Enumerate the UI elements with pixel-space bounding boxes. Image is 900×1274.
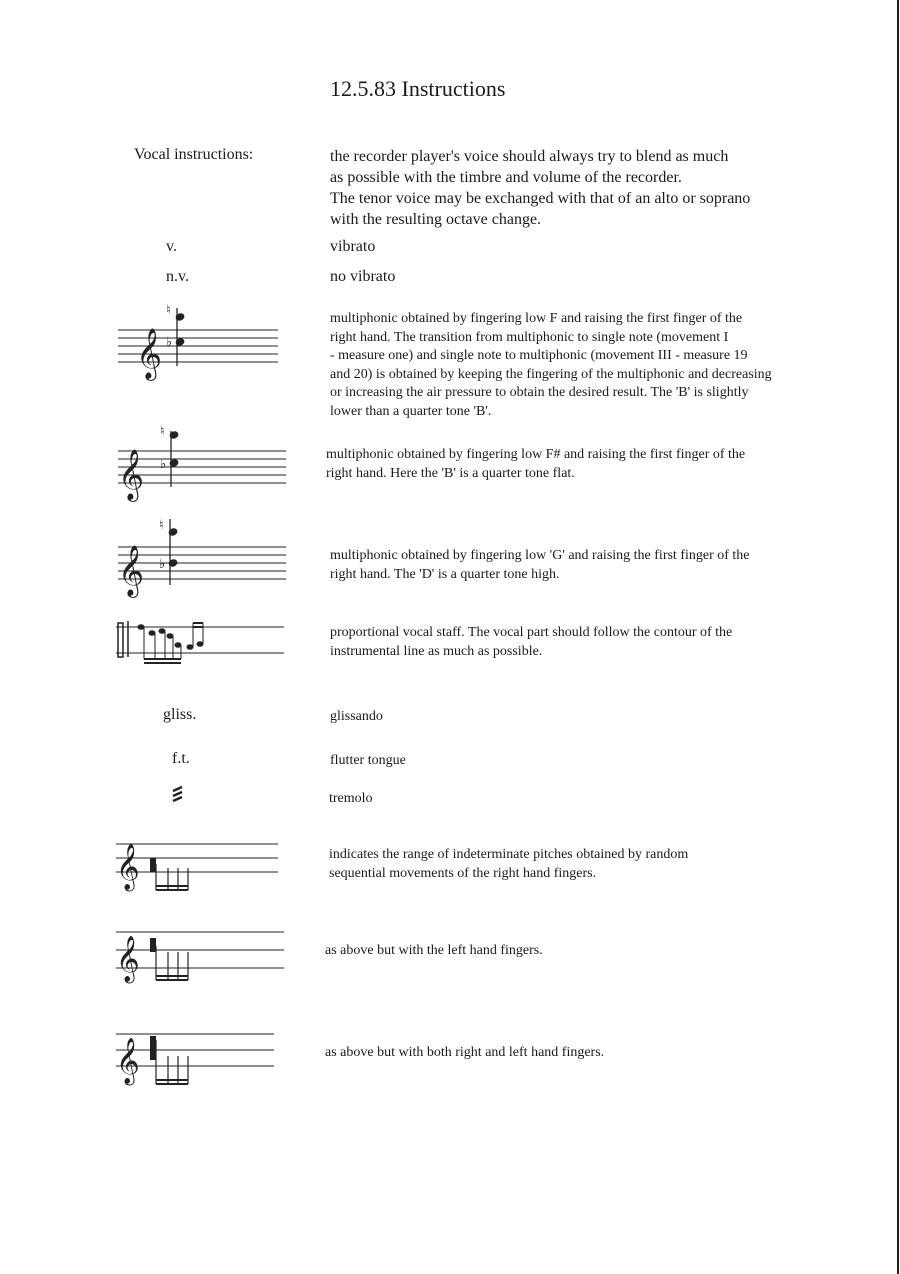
range-both-hands-description: as above but with both right and left hand fingers. bbox=[325, 1045, 605, 1060]
svg-text:♭: ♭ bbox=[166, 335, 173, 350]
svg-text:♮: ♮ bbox=[160, 424, 165, 439]
text-line: multiphonic obtained by fingering low F and raising the first finger of the bbox=[330, 311, 743, 326]
page-edge bbox=[897, 0, 899, 1274]
multiphonic-2-notation bbox=[118, 424, 288, 500]
svg-text:♮: ♮ bbox=[166, 303, 171, 318]
multiphonic-3-notation bbox=[118, 515, 288, 596]
text-line: instrumental line as much as possible. bbox=[330, 643, 543, 659]
text-line: right hand. The transition from multiphonic to single note (movement I bbox=[330, 329, 729, 345]
vibrato-description: vibrato bbox=[330, 238, 376, 255]
text-line: lower than a quarter tone 'B'. bbox=[330, 403, 492, 419]
glissando-description: glissando bbox=[330, 709, 383, 724]
svg-text:𝄞: 𝄞 bbox=[118, 545, 145, 596]
range-right-hand-description bbox=[329, 846, 688, 883]
proportional-staff-notation bbox=[116, 617, 286, 665]
text-line: multiphonic obtained by fingering low 'G' and raising the first finger of the bbox=[330, 548, 750, 563]
text-line: as possible with the timbre and volume of the recorder. bbox=[330, 169, 682, 186]
text-line: with the resulting octave change. bbox=[330, 211, 542, 228]
text-line: or increasing the air pressure to obtain the desired result. The 'B' is slightly bbox=[330, 385, 749, 400]
glissando-symbol: gliss. bbox=[163, 706, 197, 723]
vibrato-symbol: v. bbox=[166, 238, 177, 255]
vocal-instructions-text bbox=[330, 146, 750, 230]
svg-text:♭: ♭ bbox=[160, 457, 167, 472]
proportional-staff-description bbox=[330, 624, 732, 661]
text-line: indicates the range of indeterminate pitches obtained by random bbox=[329, 847, 689, 862]
tremolo-icon bbox=[172, 786, 184, 804]
text-line: right hand. Here the 'B' is a quarter tone flat. bbox=[326, 465, 575, 481]
range-left-hand-notation bbox=[116, 924, 286, 984]
text-line: sequential movements of the right hand fingers. bbox=[329, 865, 597, 881]
svg-text:♮: ♮ bbox=[159, 518, 164, 533]
text-line: the recorder player's voice should always try to blend as much bbox=[330, 148, 729, 165]
svg-text:𝄞: 𝄞 bbox=[116, 844, 140, 890]
flutter-tongue-description: flutter tongue bbox=[330, 753, 406, 768]
range-both-hands-notation bbox=[116, 1026, 276, 1090]
svg-text:♭: ♭ bbox=[159, 557, 166, 572]
text-line: proportional vocal staff. The vocal part should follow the contour of the bbox=[330, 625, 733, 640]
svg-text:𝄞: 𝄞 bbox=[116, 936, 140, 982]
text-line: The tenor voice may be exchanged with that of an alto or soprano bbox=[330, 190, 751, 207]
range-right-hand-notation bbox=[116, 832, 280, 896]
tremolo-description: tremolo bbox=[329, 791, 373, 806]
svg-text:𝄞: 𝄞 bbox=[118, 449, 145, 500]
svg-text:𝄞: 𝄞 bbox=[116, 1038, 140, 1084]
multiphonic-2-description bbox=[326, 446, 745, 483]
range-left-hand-description: as above but with the left hand fingers. bbox=[325, 943, 543, 958]
multiphonic-1-notation bbox=[118, 300, 280, 380]
no-vibrato-description: no vibrato bbox=[330, 268, 396, 285]
svg-text:𝄞: 𝄞 bbox=[136, 328, 163, 379]
text-line: - measure one) and single note to multiphonic (movement III - measure 19 bbox=[330, 348, 748, 363]
text-line: multiphonic obtained by fingering low F# and raising the first finger of the bbox=[326, 447, 746, 462]
page-title: 12.5.83 Instructions bbox=[330, 76, 506, 101]
text-line: and 20) is obtained by keeping the fingering of the multiphonic and decreasing bbox=[330, 366, 772, 382]
multiphonic-1-description bbox=[330, 310, 772, 421]
flutter-tongue-symbol: f.t. bbox=[172, 750, 190, 767]
text-line: right hand. The 'D' is a quarter tone high. bbox=[330, 566, 560, 582]
vocal-instructions-label: Vocal instructions: bbox=[134, 146, 254, 163]
no-vibrato-symbol: n.v. bbox=[166, 268, 189, 285]
multiphonic-3-description bbox=[330, 547, 750, 584]
